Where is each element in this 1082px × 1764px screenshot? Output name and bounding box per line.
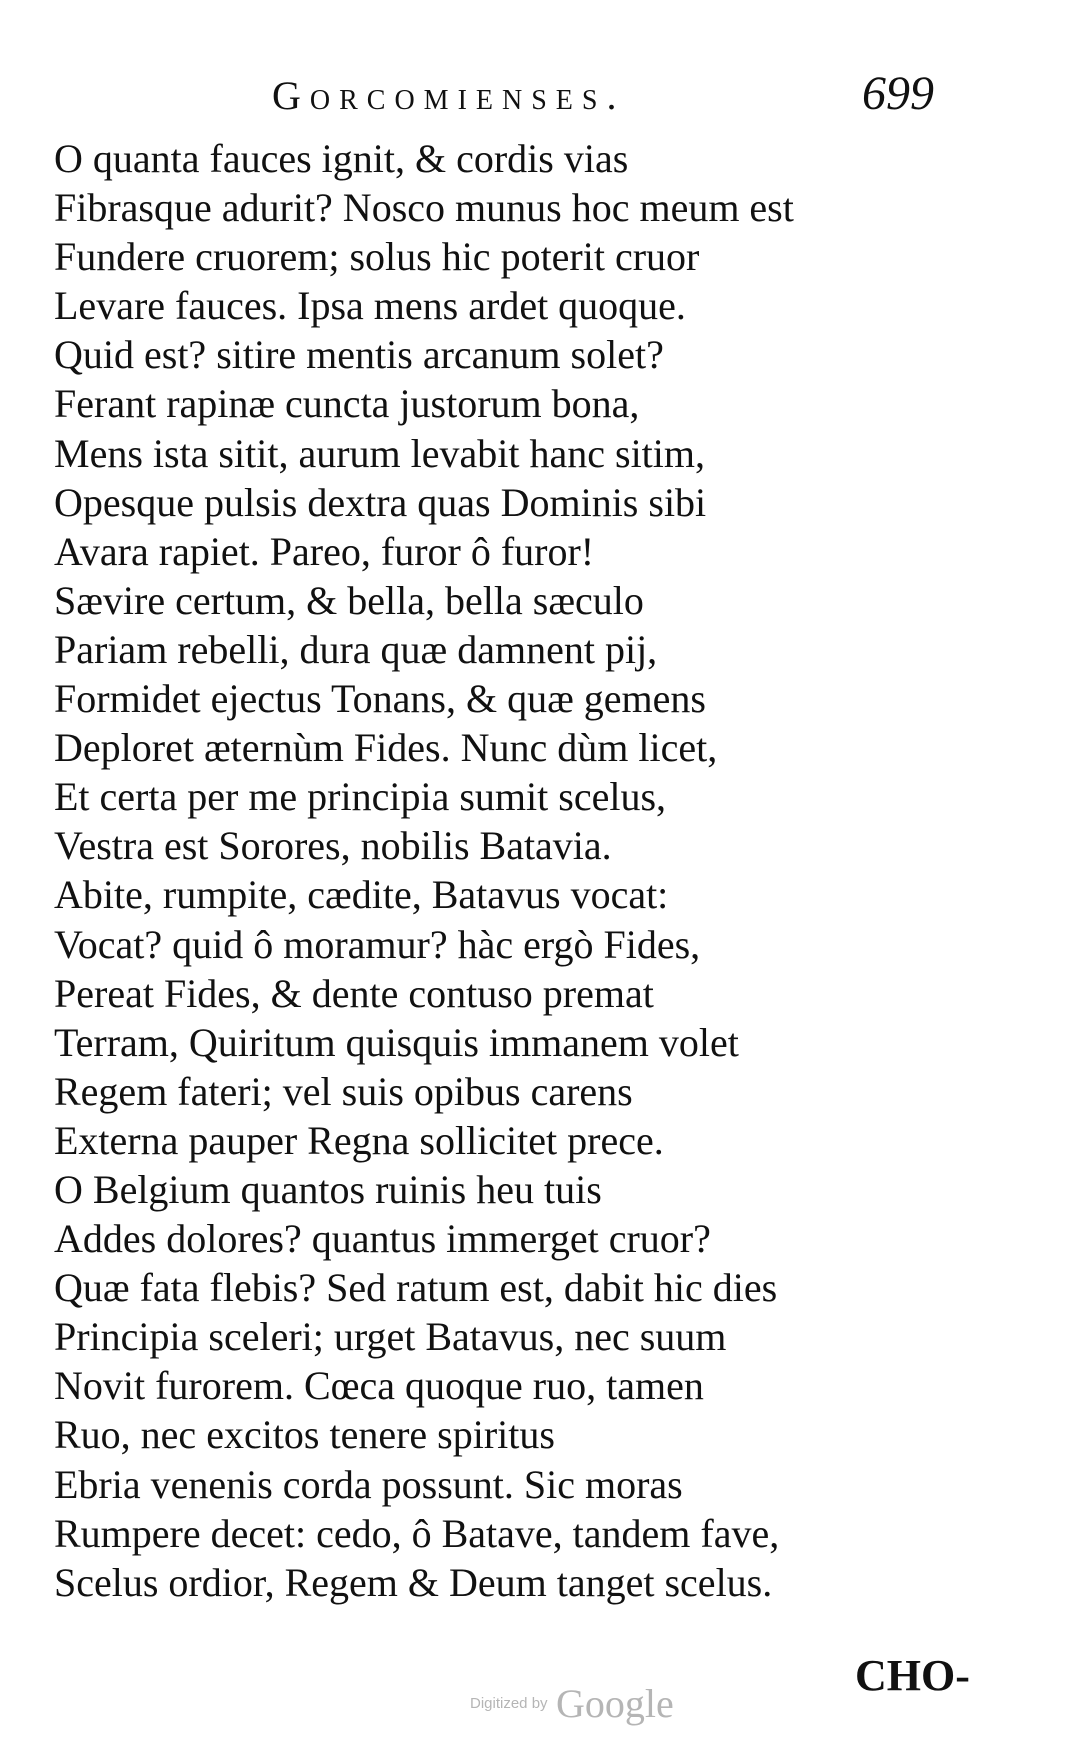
verse-line: Externa pauper Regna sollicitet prece.: [54, 1117, 664, 1163]
catchword: CHO-: [855, 1651, 970, 1700]
verse-block: [54, 134, 1054, 1607]
verse-line: Mens ista sitit, aurum levabit hanc sitim,: [54, 430, 706, 476]
verse-line: Vestra est Sorores, nobilis Batavia.: [54, 823, 612, 869]
verse-line: Pariam rebelli, dura quæ damnent pij,: [54, 626, 658, 672]
verse-line: Terram, Quiritum quisquis immanem volet: [54, 1019, 739, 1065]
verse-line: Quid est? sitire mentis arcanum solet?: [54, 332, 664, 378]
verse-line: Ruo, nec excitos tenere spiritus: [54, 1412, 555, 1458]
verse-line: Fibrasque adurit? Nosco munus hoc meum est: [54, 185, 794, 231]
verse-line: O quanta fauces ignit, & cordis vias: [54, 136, 629, 181]
verse-line: Formidet ejectus Tonans, & quæ gemens: [54, 676, 706, 722]
verse-line: Pereat Fides, & dente contuso premat: [54, 970, 654, 1016]
watermark-brand: Google: [556, 1681, 674, 1726]
verse-line: Opesque pulsis dextra quas Dominis sibi: [54, 479, 707, 525]
page-header: [0, 66, 1082, 126]
verse-line: Regem fateri; vel suis opibus carens: [54, 1068, 633, 1114]
verse-line: Avara rapiet. Pareo, furor ô furor!: [54, 528, 595, 574]
verse-line: Scelus ordior, Regem & Deum tanget scelus.: [54, 1559, 773, 1605]
page-number: 699: [862, 67, 934, 120]
verse-line: Novit furorem. Cœca quoque ruo, tamen: [54, 1363, 704, 1409]
verse-line: Abite, rumpite, cædite, Batavus vocat:: [54, 872, 669, 918]
verse-line: Ebria venenis corda possunt. Sic moras: [54, 1461, 683, 1507]
verse-line: Deploret æternùm Fides. Nunc dùm licet,: [54, 725, 718, 771]
verse-line: Sævire certum, & bella, bella sæculo: [54, 577, 644, 623]
verse-line: Ferant rapinæ cuncta justorum bona,: [54, 381, 640, 427]
verse-line: Principia sceleri; urget Batavus, nec suum: [54, 1314, 727, 1360]
verse-line: Vocat? quid ô moramur? hàc ergò Fides,: [54, 921, 701, 967]
verse-line: Fundere cruorem; solus hic poterit cruor: [54, 234, 700, 280]
verse-line: O Belgium quantos ruinis heu tuis: [54, 1166, 602, 1212]
verse-line: Rumpere decet: cedo, ô Batave, tandem fave,: [54, 1510, 780, 1556]
verse-line: Quæ fata flebis? Sed ratum est, dabit hic dies: [54, 1265, 778, 1311]
watermark-prefix: Digitized by: [470, 1695, 548, 1712]
verse-line: Levare fauces. Ipsa mens ardet quoque.: [54, 283, 686, 329]
verse-line: Addes dolores? quantus immerget cruor?: [54, 1216, 711, 1262]
digitized-watermark: [470, 1680, 674, 1727]
running-head: Gorcomienses.: [272, 73, 626, 118]
verse-line: Et certa per me principia sumit scelus,: [54, 774, 667, 820]
